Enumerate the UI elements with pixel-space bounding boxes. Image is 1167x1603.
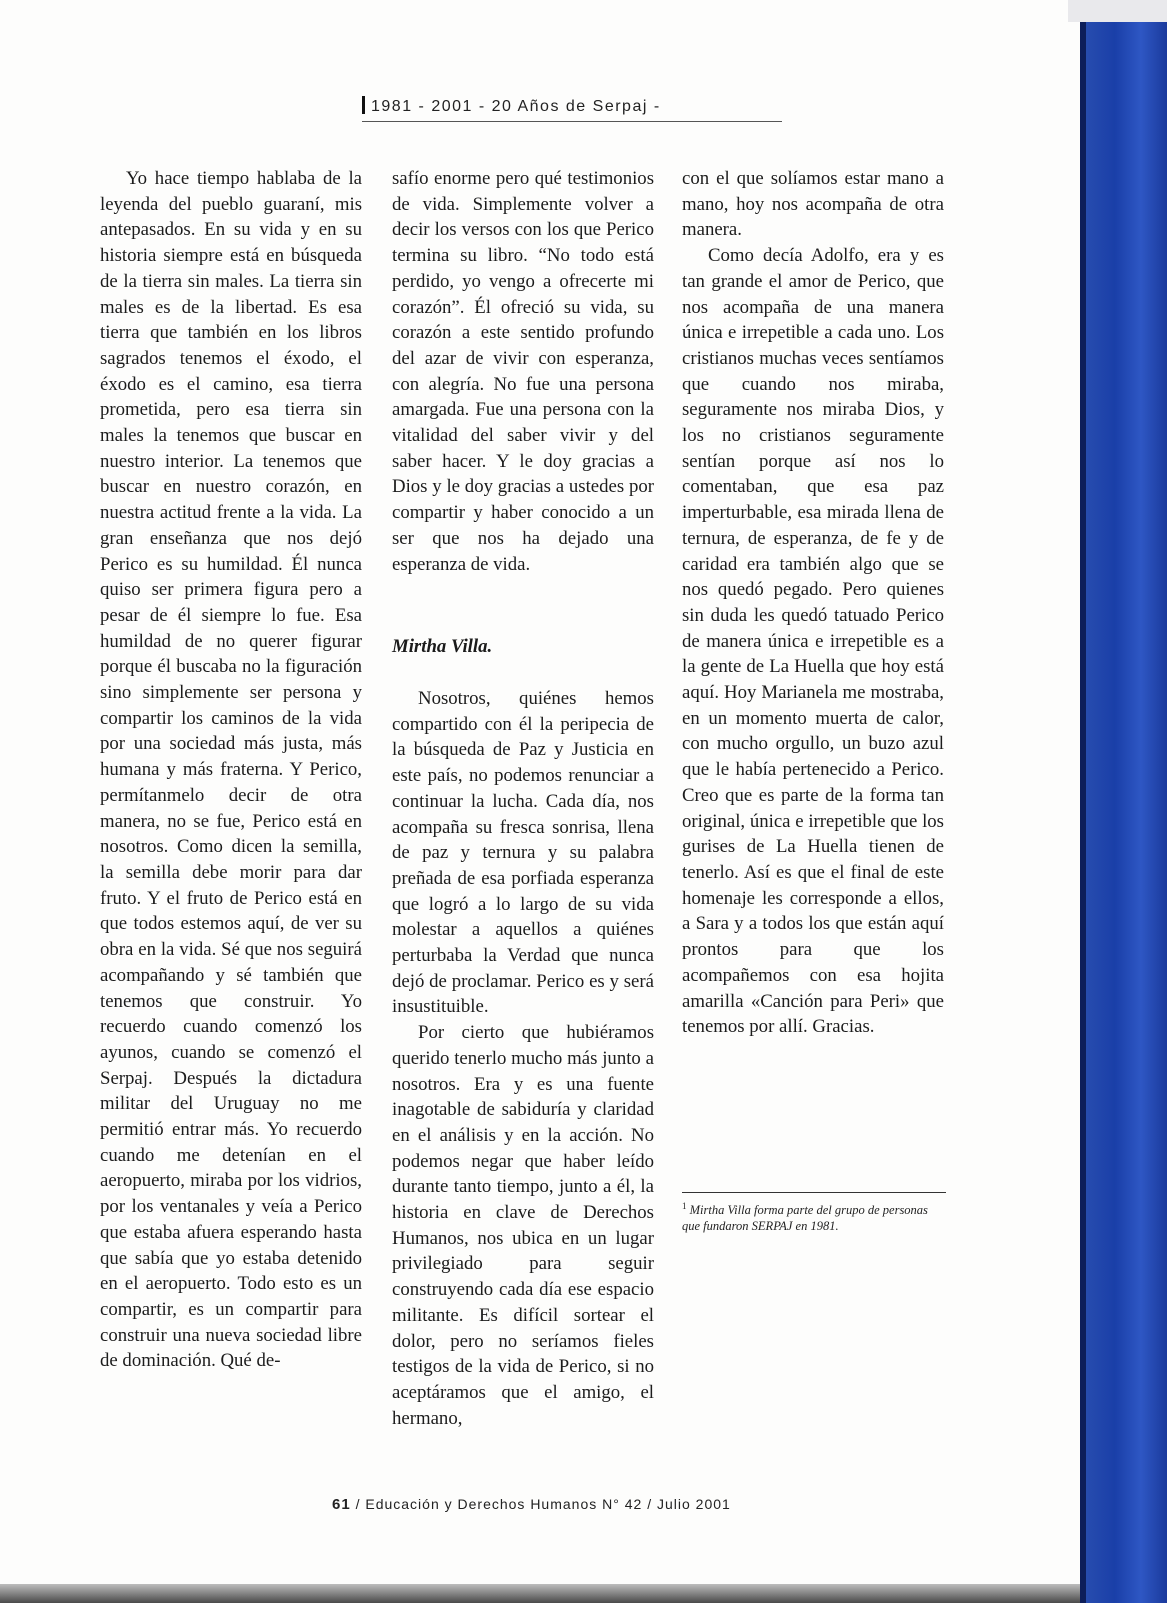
journal-info: / Educación y Derechos Humanos N° 42 / Julio 2001 [355, 1496, 731, 1512]
paragraph: Como decía Adolfo, era y es tan grande el amor de Perico, que nos acompaña de una manera única e irrepetible a cada uno. Los cristianos muchas veces sentíamos que cuando nos miraba, seguramente nos miraba Dios, y los no cristianos seguramente sentían porque así nos lo comentaban, que esa paz imperturbable, esa mirada llena de ternura, de esperanza, de fe y de caridad era también algo que se nos quedó pegado. Pero quienes sin duda les quedó tatuado Perico de manera única e irrepetible es a la gente de La Huella que hoy está aquí. Hoy Marianela me mostraba, en un momento muerta de calor, con mucho orgullo, un buzo azul que le había pertenecido a Perico. Creo que es parte de la forma tan original, única e irrepetible que los gurises de La Huella tienen de tenerlo. Así es que el final de este homenaje les corresponde a ellos, a Sara y a todos los que están aquí prontos para que los acompañemos con esa hojita amarilla «Canción para Peri» que tenemos por allí. Gracias. [682, 245, 944, 1038]
page-footer [332, 1496, 752, 1513]
page-number: 61 [332, 1496, 351, 1513]
text-column-2 [392, 166, 654, 577]
footnote-text: Mirtha Villa forma parte del grupo de personas que fundaron SERPAJ en 1981. [682, 1203, 928, 1234]
text-column-3 [682, 166, 944, 1040]
text-column-1 [100, 166, 362, 1374]
blue-cover-edge [1080, 0, 1167, 1603]
scan-shadow [0, 1584, 1080, 1603]
running-head [362, 96, 782, 122]
text-column-2-continued [392, 686, 654, 1431]
header-rule [362, 121, 782, 122]
running-head-text: 1981 - 2001 - 20 Años de Serpaj - [371, 98, 661, 115]
paragraph: Yo hace tiempo hablaba de la leyenda del pueblo guaraní, mis antepasados. En su vida y en su historia siempre está en búsqueda de la tierra sin males. La tierra sin males es de la libertad. Es esa tierra que también en los libros sagrados tenemos el éxodo, el éxodo es el camino, esa tierra prometida, pero esa tierra sin males la tenemos que buscar en nuestro interior. La tenemos que buscar en nuestro corazón, en nuestra actitud frente a la vida. La gran enseñanza que nos dejó Perico es su humildad. Él nunca quiso ser primera figura pero a pesar de él siempre lo fue. Esa humildad de no querer figurar porque él buscaba no la figuración sino simplemente ser persona y compartir los caminos de la vida por una sociedad más justa, más humana y más fraterna. Y Perico, permítanmelo decir de otra manera, no se fue, Perico está en nosotros. Como dicen la semilla, la semilla debe morir para dar fruto. Y el fruto de Perico está en que todos estemos aquí, de ver su obra en la vida. Sé que nos seguirá acompañando y sé también que tenemos que construir. Yo recuerdo cuando comenzó los ayunos, cuando se comenzó el Serpaj. Después la dictadura militar del Uruguay no me permitió entrar más. Yo recuerdo cuando me detenían en el aeropuerto, miraba por los vidrios, por los ventanales y veía a Perico que estaba afuera esperando hasta que sabía que yo estaba detenido en el aeropuerto. Todo esto es un compartir, es un compartir para construir una nueva sociedad libre de dominación. Qué de- [100, 168, 362, 1372]
footnote-rule [682, 1192, 946, 1193]
paragraph: con el que solíamos estar mano a mano, hoy nos acompaña de otra manera. [682, 168, 944, 241]
paragraph: Nosotros, quiénes hemos compartido con él la peripecia de la búsqueda de Paz y Justicia en este país, no podemos renunciar a continuar la lucha. Cada día, nos acompaña su fresca sonrisa, llena de paz y ternura y su palabra preñada de esa porfiada esperanza que logró a lo largo de su vida molestar a aquellos a quiénes perturbaba la Verdad que nunca dejó de proclamar. Perico es y será insustituible. [392, 688, 654, 1018]
header-bar [362, 96, 365, 114]
footnote [682, 1198, 946, 1234]
cover-corner [1068, 0, 1167, 22]
paragraph: Por cierto que hubiéramos querido tenerlo mucho más junto a nosotros. Era y es una fuente inagotable de sabiduría y claridad en el análisis y en la acción. No podemos negar que haber leído durante tanto tiempo, junto a él, la historia en clave de Derechos Humanos, nos ubica en un lugar privilegiado para seguir construyendo cada día ese espacio militante. Es difícil sortear el dolor, pero no seríamos fieles testigos de la vida de Perico, si no aceptáramos que el amigo, el hermano, [392, 1022, 654, 1429]
author-signature: Mirtha Villa. [392, 636, 493, 657]
footnote-marker: 1 [682, 1201, 687, 1211]
paragraph: safío enorme pero qué testimonios de vida. Simplemente volver a decir los versos con los que Perico termina su libro. “No todo está perdido, yo vengo a ofrecerte mi corazón”. Él ofreció su vida, su corazón a este sentido profundo del azar de vivir con esperanza, con alegría. No fue una persona amargada. Fue una persona con la vitalidad del saber vivir y del saber hacer. Y le doy gracias a Dios y le doy gracias a ustedes por compartir y haber conocido a un ser que nos ha dejado una esperanza de vida. [392, 168, 654, 575]
